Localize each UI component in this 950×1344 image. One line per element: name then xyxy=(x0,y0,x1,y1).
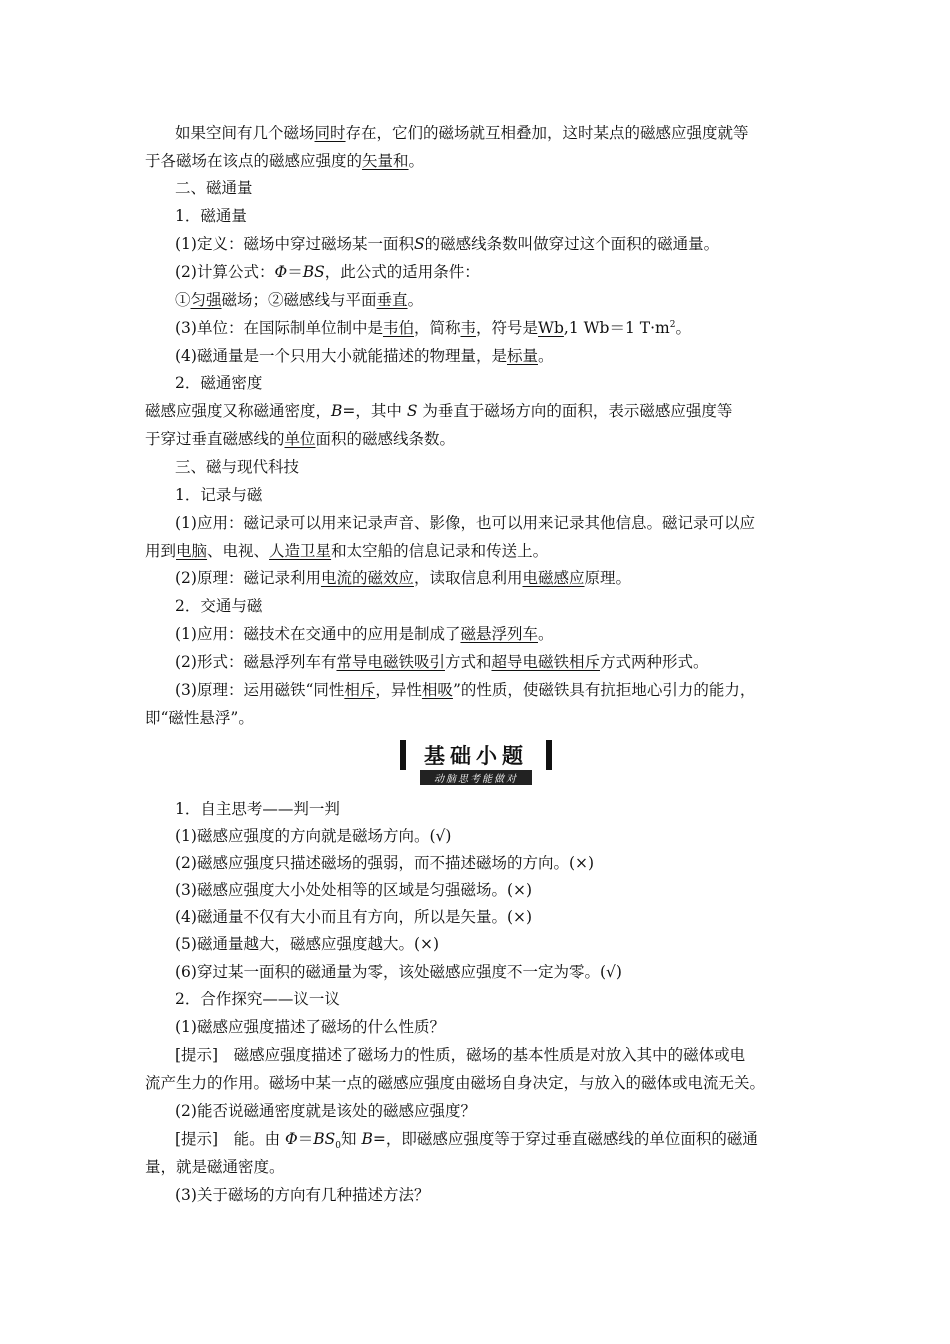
hint-line: 流产生力的作用。磁场中某一点的磁感应强度由磁场自身决定，与放入的磁体或电流无关。 xyxy=(145,1074,766,1092)
keyword-simultaneous: 同时 xyxy=(314,124,346,142)
keyword-repel: 相斥 xyxy=(344,681,376,699)
recording-principle: (2)原理：磁记录利用电流的磁效应，读取信息利用电磁感应原理。 xyxy=(175,569,632,587)
exercise-item: (2)磁感应强度只描述磁场的强弱，而不描述磁场的方向。(×) xyxy=(175,854,595,872)
subheading-transport: 2．交通与磁 xyxy=(175,597,263,615)
keyword-unit-area: 单位 xyxy=(284,430,316,448)
transport-principle-line-1: (3)原理：运用磁铁“同性相斥，异性相吸”的性质，使磁铁具有抗拒地心引力的能力， xyxy=(175,681,756,699)
section-heading-magnetic-flux: 二、磁通量 xyxy=(175,179,253,197)
section-banner xyxy=(400,740,552,786)
discussion-question: (3)关于磁场的方向有几种描述方法？ xyxy=(175,1186,430,1204)
flux-unit: (3)单位：在国际制单位制中是韦伯，简称韦，符号是Wb,1 Wb＝1 $T\cdot m^2$。 xyxy=(175,319,691,337)
keyword-satellite: 人造卫星 xyxy=(269,542,332,560)
exercise-item: (4)磁通量不仅有大小而且有方向，所以是矢量。(×) xyxy=(175,908,533,926)
keyword-repulsion-type: 超导电磁铁相斥 xyxy=(491,653,601,671)
keyword-perpendicular: 垂直 xyxy=(376,291,408,309)
banner-subtitle: 动脑思考能做对 xyxy=(420,770,532,785)
exercise-item: (1)磁感应强度的方向就是磁场方向。(√) xyxy=(175,827,452,845)
flux-definition: (1)定义：磁场中穿过磁场某一面积S的磁感线条数叫做穿过这个面积的磁通量。 xyxy=(175,235,720,253)
transport-principle-line-2: 即“磁性悬浮”。 xyxy=(145,709,254,727)
keyword-wb: Wb xyxy=(538,319,564,337)
flux-conditions: ①匀强磁场；②磁感线与平面垂直。 xyxy=(175,291,424,309)
keyword-weber: 韦伯 xyxy=(382,319,414,337)
section-heading-magnetism-technology: 三、磁与现代科技 xyxy=(175,458,300,476)
discussion-question: (2)能否说磁通密度就是该处的磁感应强度？ xyxy=(175,1102,476,1120)
exercise-item: (6)穿过某一面积的磁通量为零，该处磁感应强度不一定为零。(√) xyxy=(175,963,622,981)
recording-application-line-2: 用到电脑、电视、人造卫星和太空船的信息记录和传送上。 xyxy=(145,542,549,560)
exercise-item: (5)磁通量越大，磁感应强度越大。(×) xyxy=(175,935,440,953)
keyword-wei: 韦 xyxy=(460,319,477,337)
keyword-computer: 电脑 xyxy=(176,542,208,560)
hint-line: [提示] 磁感应强度描述了磁场力的性质，磁场的基本性质是对放入其中的磁体或电 xyxy=(175,1046,746,1064)
banner-title: 基础小题 xyxy=(424,744,528,768)
keyword-uniform: 匀强 xyxy=(190,291,222,309)
flux-scalar: (4)磁通量是一个只用大小就能描述的物理量，是标量。 xyxy=(175,347,554,365)
keyword-induction: 电磁感应 xyxy=(522,569,585,587)
subheading-recording: 1．记录与磁 xyxy=(175,486,263,504)
keyword-maglev: 磁悬浮列车 xyxy=(460,625,538,643)
keyword-vector-sum: 矢量和 xyxy=(362,152,409,170)
paragraph-superposition-line-2: 于各磁场在该点的磁感应强度的矢量和。 xyxy=(145,152,425,170)
transport-application: (1)应用：磁技术在交通中的应用是制成了磁悬浮列车。 xyxy=(175,625,554,643)
keyword-scalar: 标量 xyxy=(506,347,538,365)
discussion-question: (1)磁感应强度描述了磁场的什么性质？ xyxy=(175,1018,445,1036)
paragraph-superposition-line-1: 如果空间有几个磁场同时存在，它们的磁场就互相叠加，这时某点的磁感应强度就等 xyxy=(175,124,749,142)
subheading-flux-density: 2．磁通密度 xyxy=(175,374,263,392)
exercise-item: (3)磁感应强度大小处处相等的区域是匀强磁场。(×) xyxy=(175,881,533,899)
recording-application-line-1: (1)应用：磁记录可以用来记录声音、影像，也可以用来记录其他信息。磁记录可以应 xyxy=(175,514,755,532)
keyword-attraction-type: 常导电磁铁吸引 xyxy=(336,653,445,671)
flux-density-line-2: 于穿过垂直磁感线的单位面积的磁感线条数。 xyxy=(145,430,456,448)
keyword-magnetic-effect: 电流的磁效应 xyxy=(320,569,414,587)
transport-forms: (2)形式：磁悬浮列车有常导电磁铁吸引方式和超导电磁铁相斥方式两种形式。 xyxy=(175,653,709,671)
exercise-heading-discuss: 2．合作探究——议一议 xyxy=(175,990,340,1008)
hint-line: [提示] 能。由 $\Phi=BS_0$知 B=，即磁感应强度等于穿过垂直磁感线的单位面积的磁通 xyxy=(175,1130,758,1152)
flux-density-line-1: 磁感应强度又称磁通密度，B=，其中 S 为垂直于磁场方向的面积，表示磁感应强度等 xyxy=(145,402,733,420)
hint-line: 量，就是磁通密度。 xyxy=(145,1158,285,1176)
exercise-heading-judge: 1．自主思考——判一判 xyxy=(175,800,340,818)
flux-formula: (2)计算公式：Φ＝BS，此公式的适用条件： xyxy=(175,263,480,281)
subheading-magnetic-flux: 1．磁通量 xyxy=(175,207,247,225)
keyword-attract: 相吸 xyxy=(421,681,453,699)
